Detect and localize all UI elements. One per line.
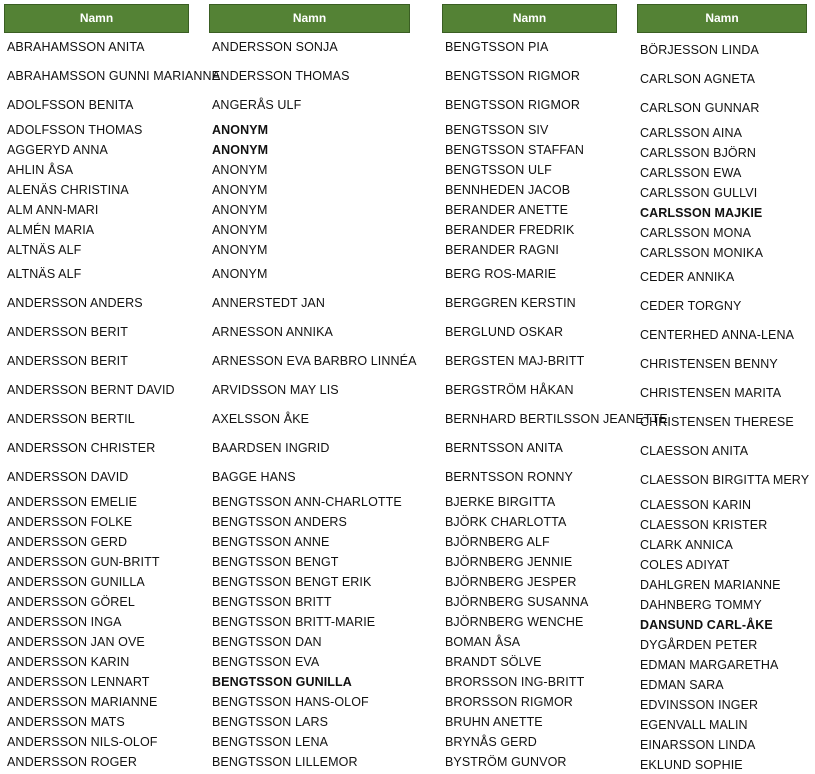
name-cell: EGENVALL MALIN	[640, 718, 748, 732]
name-cell: BERGSTRÖM HÅKAN	[445, 383, 574, 397]
name-cell: BENGTSSON RIGMOR	[445, 69, 580, 83]
name-cell: BERNTSSON ANITA	[445, 441, 563, 455]
name-cell: ANONYM	[212, 243, 268, 257]
name-cell: BENGTSSON BRITT-MARIE	[212, 615, 376, 629]
name-cell: CARLSSON MAJKIE	[640, 206, 763, 220]
name-cell: BJERKE BIRGITTA	[445, 495, 556, 509]
name-cell: BENGTSSON PIA	[445, 40, 549, 54]
name-cell: BENGTSSON RIGMOR	[445, 98, 580, 112]
name-cell: CENTERHED ANNA-LENA	[640, 328, 795, 342]
name-cell: ANDERSSON GUNILLA	[7, 575, 145, 589]
name-cell: ANDERSSON BERIT	[7, 354, 128, 368]
name-cell: BRORSSON RIGMOR	[445, 695, 573, 709]
name-cell: CARLSON AGNETA	[640, 72, 756, 86]
name-cell: ANDERSSON BERTIL	[7, 412, 135, 426]
name-cell: ANDERSSON ROGER	[7, 755, 137, 769]
name-cell: BJÖRNBERG JENNIE	[445, 555, 573, 569]
name-cell: CARLSSON BJÖRN	[640, 146, 757, 160]
name-cell: ANONYM	[212, 203, 268, 217]
name-cell: BERGSTEN MAJ-BRITT	[445, 354, 585, 368]
name-cell: BERG ROS-MARIE	[445, 267, 557, 281]
name-cell: BRUHN ANETTE	[445, 715, 543, 729]
name-cell: BRYNÅS GERD	[445, 735, 537, 749]
name-cell: BENGTSSON LENA	[212, 735, 329, 749]
name-cell: ANONYM	[212, 267, 268, 281]
name-cell: BERNTSSON RONNY	[445, 470, 573, 484]
name-cell: ANDERSSON MATS	[7, 715, 125, 729]
name-cell: CARLSSON EWA	[640, 166, 742, 180]
name-cell: BENGTSSON BRITT	[212, 595, 332, 609]
name-cell: BOMAN ÅSA	[445, 635, 521, 649]
name-cell: BENGTSSON GUNILLA	[212, 675, 352, 689]
name-cell: BJÖRNBERG JESPER	[445, 575, 577, 589]
name-cell: BENGTSSON DAN	[212, 635, 322, 649]
name-cell: ANDERSSON LENNART	[7, 675, 150, 689]
name-column-3	[442, 4, 668, 769]
name-cell: ANNERSTEDT JAN	[212, 296, 325, 310]
name-cell: BENGTSSON HANS-OLOF	[212, 695, 369, 709]
name-cell: BENGTSSON ANDERS	[212, 515, 347, 529]
name-cell: BERANDER FREDRIK	[445, 223, 575, 237]
name-cell: ANDERSSON BERIT	[7, 325, 128, 339]
name-cell: ARNESSON EVA BARBRO LINNÉA	[212, 354, 417, 368]
name-cell: ANDERSSON THOMAS	[212, 69, 350, 83]
name-cell: CARLSSON GULLVI	[640, 186, 758, 200]
name-cell: BAGGE HANS	[212, 470, 296, 484]
name-cell: ABRAHAMSSON GUNNI MARIANNE	[7, 69, 221, 83]
name-cell: DAHNBERG TOMMY	[640, 598, 762, 612]
name-cell: BENGTSSON EVA	[212, 655, 320, 669]
name-cell: ARNESSON ANNIKA	[212, 325, 333, 339]
name-cell: ANDERSSON SONJA	[212, 40, 338, 54]
column-header: Namn	[637, 4, 807, 33]
name-cell: ANONYM	[212, 123, 269, 137]
name-cell: ALENÄS CHRISTINA	[7, 183, 129, 197]
column-header: Namn	[442, 4, 617, 33]
name-cell: ANDERSSON DAVID	[7, 470, 129, 484]
name-cell: AXELSSON ÅKE	[212, 412, 310, 426]
name-cell: CLAESSON ANITA	[640, 444, 749, 458]
name-cell: BYSTRÖM GUNVOR	[445, 755, 567, 769]
name-column-4	[637, 4, 810, 772]
name-cell: ALMÉN MARIA	[7, 223, 95, 237]
name-cell: EDVINSSON INGER	[640, 698, 759, 712]
name-column-1	[4, 4, 221, 769]
name-cell: CHRISTENSEN BENNY	[640, 357, 778, 371]
name-cell: ANDERSSON BERNT DAVID	[7, 383, 175, 397]
name-cell: EDMAN SARA	[640, 678, 724, 692]
name-cell: BERGGREN KERSTIN	[445, 296, 576, 310]
name-cell: DYGÅRDEN PETER	[640, 638, 758, 652]
name-cell: BENNHEDEN JACOB	[445, 183, 571, 197]
name-cell: ANDERSSON JAN OVE	[7, 635, 145, 649]
name-cell: ALTNÄS ALF	[7, 267, 82, 281]
name-cell: BENGTSSON LILLEMOR	[212, 755, 358, 769]
name-cell: BENGTSSON ANNE	[212, 535, 330, 549]
name-cell: AGGERYD ANNA	[7, 143, 108, 157]
name-cell: ADOLFSSON BENITA	[7, 98, 134, 112]
name-cell: BERGLUND OSKAR	[445, 325, 564, 339]
name-cell: CARLSSON AINA	[640, 126, 743, 140]
name-cell: BENGTSSON LARS	[212, 715, 329, 729]
name-cell: ANDERSSON MARIANNE	[7, 695, 158, 709]
name-cell: ALM ANN-MARI	[7, 203, 99, 217]
column-header: Namn	[4, 4, 189, 33]
name-cell: BENGTSSON ANN-CHARLOTTE	[212, 495, 402, 509]
name-cell: BÖRJESSON LINDA	[640, 43, 759, 57]
name-cell: BJÖRNBERG ALF	[445, 535, 550, 549]
name-cell: BENGTSSON ULF	[445, 163, 552, 177]
name-cell: ANONYM	[212, 183, 268, 197]
name-cell: EDMAN MARGARETHA	[640, 658, 779, 672]
name-cell: ANDERSSON GERD	[7, 535, 128, 549]
name-cell: BRANDT SÖLVE	[445, 655, 542, 669]
name-cell: BENGTSSON SIV	[445, 123, 549, 137]
name-cell: ANDERSSON FOLKE	[7, 515, 133, 529]
name-cell: ANONYM	[212, 143, 269, 157]
name-cell: CLARK ANNICA	[640, 538, 733, 552]
name-cell: BENGTSSON BENGT ERIK	[212, 575, 372, 589]
name-cell: BENGTSSON BENGT	[212, 555, 339, 569]
name-cell: CLAESSON KARIN	[640, 498, 752, 512]
name-cell: CLAESSON BIRGITTA MERY	[640, 473, 810, 487]
name-cell: ANGERÅS ULF	[212, 98, 302, 112]
name-cell: ADOLFSSON THOMAS	[7, 123, 143, 137]
name-cell: BJÖRK CHARLOTTA	[445, 515, 567, 529]
name-column-2	[209, 4, 417, 769]
name-cell: CHRISTENSEN MARITA	[640, 386, 782, 400]
name-cell: ANDERSSON ANDERS	[7, 296, 143, 310]
name-cell: CEDER ANNIKA	[640, 270, 735, 284]
name-cell: ANDERSSON EMELIE	[7, 495, 138, 509]
name-cell: CARLSON GUNNAR	[640, 101, 760, 115]
name-cell: ANDERSSON KARIN	[7, 655, 130, 669]
name-cell: DANSUND CARL-ÅKE	[640, 618, 773, 632]
name-cell: ALTNÄS ALF	[7, 243, 82, 257]
name-cell: EINARSSON LINDA	[640, 738, 756, 752]
name-cell: CARLSSON MONA	[640, 226, 752, 240]
name-cell: BJÖRNBERG SUSANNA	[445, 595, 589, 609]
name-cell: DAHLGREN MARIANNE	[640, 578, 781, 592]
name-cell: COLES ADIYAT	[640, 558, 730, 572]
name-cell: BERNHARD BERTILSSON JEANETTE	[445, 412, 668, 426]
name-cell: EKLUND SOPHIE	[640, 758, 743, 772]
name-cell: ANDERSSON CHRISTER	[7, 441, 156, 455]
name-cell: AHLIN ÅSA	[7, 163, 74, 177]
column-header: Namn	[209, 4, 410, 33]
name-cell: CARLSSON MONIKA	[640, 246, 764, 260]
name-cell: ANDERSSON INGA	[7, 615, 122, 629]
name-cell: ANDERSSON NILS-OLOF	[7, 735, 158, 749]
name-cell: ARVIDSSON MAY LIS	[212, 383, 339, 397]
name-cell: BENGTSSON STAFFAN	[445, 143, 584, 157]
name-cell: BRORSSON ING-BRITT	[445, 675, 585, 689]
name-cell: ANDERSSON GUN-BRITT	[7, 555, 160, 569]
name-cell: CHRISTENSEN THERESE	[640, 415, 794, 429]
name-cell: BERANDER RAGNI	[445, 243, 559, 257]
name-cell: BAARDSEN INGRID	[212, 441, 330, 455]
name-cell: ANONYM	[212, 223, 268, 237]
name-cell: CEDER TORGNY	[640, 299, 742, 313]
name-cell: CLAESSON KRISTER	[640, 518, 768, 532]
name-cell: ANONYM	[212, 163, 268, 177]
name-cell: ABRAHAMSSON ANITA	[7, 40, 145, 54]
name-cell: ANDERSSON GÖREL	[7, 595, 135, 609]
name-cell: BJÖRNBERG WENCHE	[445, 615, 584, 629]
name-cell: BERANDER ANETTE	[445, 203, 569, 217]
